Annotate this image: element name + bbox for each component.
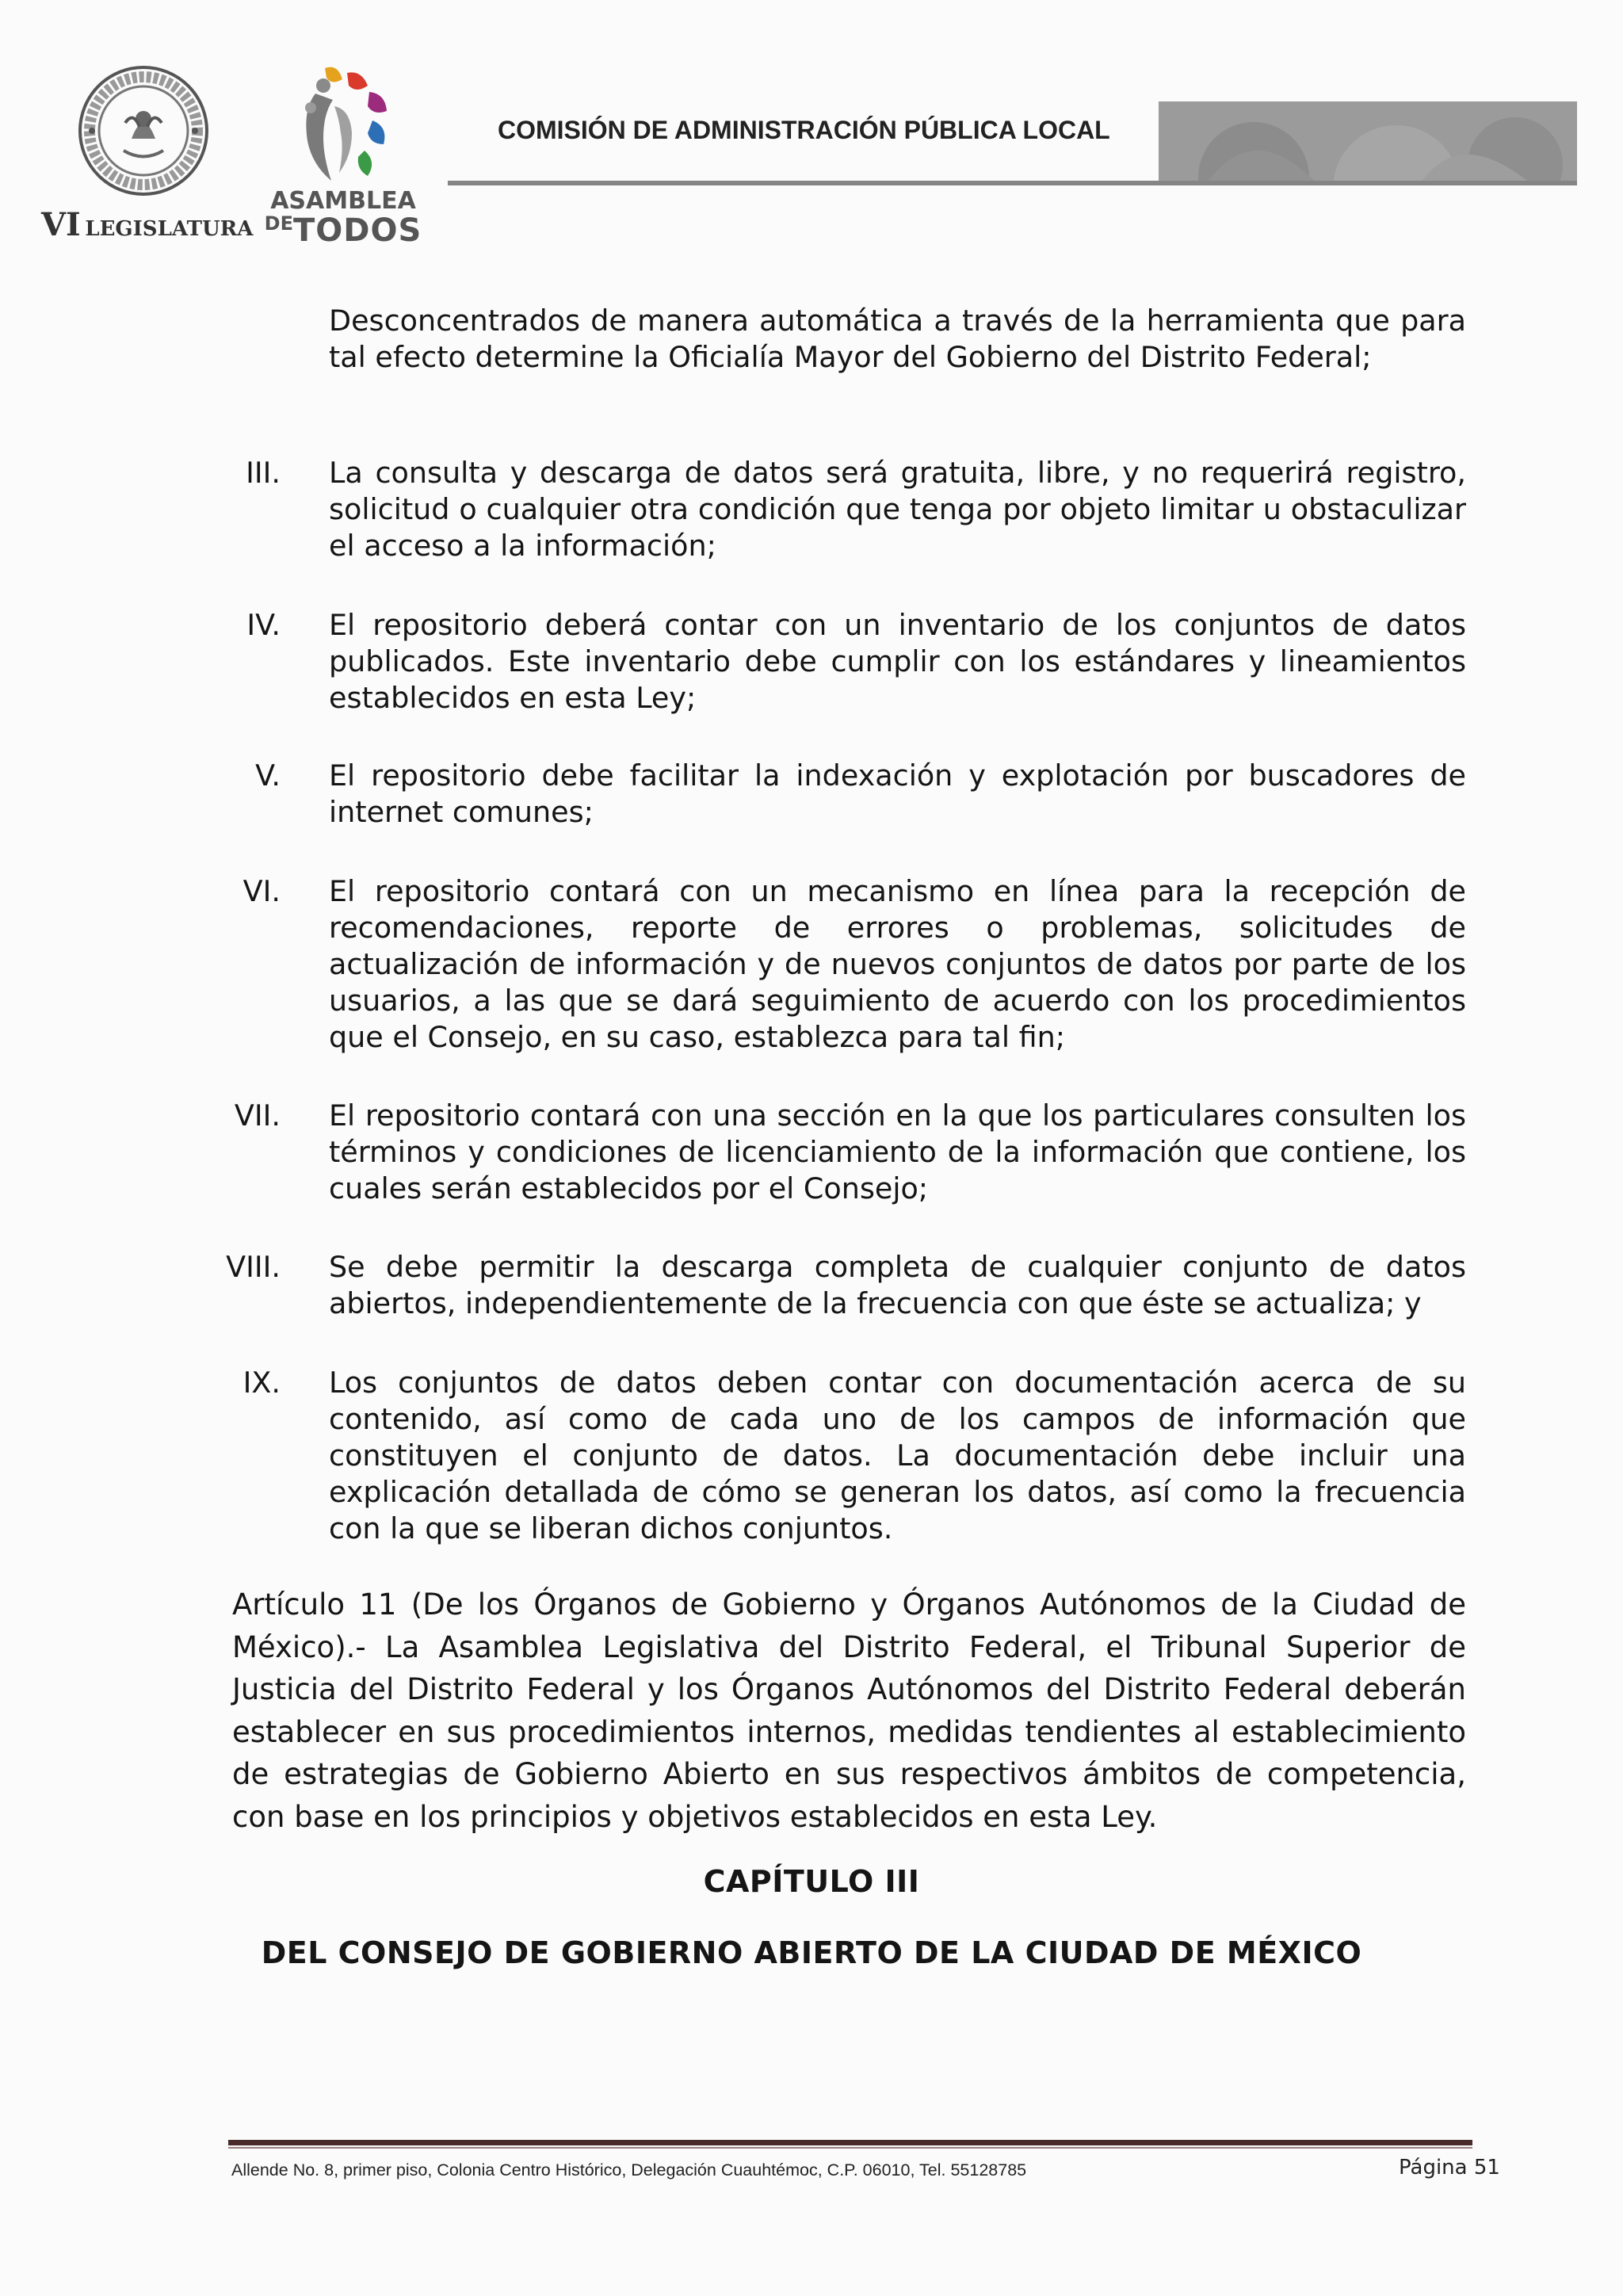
item-text: El repositorio contará con un mecanismo en línea para la recepción de recomendaciones, reporte de errores o problemas, solicitudes de actualización de información y de nuevos conjuntos de datos por parte de los usuarios, a las que se dará seguimiento de acuerdo con los procedimientos que el Consejo, en su caso, establezca para tal fin; <box>329 874 1466 1054</box>
item-text: Se debe permitir la descarga completa de cualquier conjunto de datos abiertos, independientemente de la frecuencia con que éste se actualiza; y <box>329 1250 1466 1320</box>
item-text: El repositorio deberá contar con un inventario de los conjuntos de datos publicados. Este inventario debe cumplir con los estándares y lineamientos establecidos en esta Ley; <box>329 608 1466 715</box>
item-text: El repositorio debe facilitar la indexación y explotación por buscadores de internet comunes; <box>329 758 1466 829</box>
assembly-seal-logo <box>41 63 254 243</box>
item-text: La consulta y descarga de datos será gratuita, libre, y no requerirá registro, solicitud o cualquier otra condición que tenga por objeto limitar u obstaculizar el acceso a la información; <box>329 456 1466 563</box>
header-rule <box>448 181 1577 185</box>
logo-line-asamblea: ASAMBLEA <box>270 187 416 215</box>
item-number: IX. <box>242 1366 281 1400</box>
footer-rule-thin <box>228 2147 1472 2149</box>
chapter-subtitle: DEL CONSEJO DE GOBIERNO ABIERTO DE LA CIUDAD DE MÉXICO <box>261 1935 1362 1970</box>
commission-title: COMISIÓN DE ADMINISTRACIÓN PÚBLICA LOCAL <box>498 116 1110 144</box>
colorful-figure-icon <box>292 62 395 189</box>
page-number: Página 51 <box>1399 2156 1500 2179</box>
item-number: IV. <box>246 608 281 642</box>
item-text: Desconcentrados de manera automática a través de la herramienta que para tal efecto determine la Oficialía Mayor del Gobierno del Distrito Federal; <box>329 304 1466 374</box>
item-number: V. <box>255 758 281 793</box>
article-11-paragraph: Artículo 11 (De los Órganos de Gobierno y Órganos Autónomos de la Ciudad de México).- La Asamblea Legislativa del Distrito Federal, el Tribunal Superior de Justicia del Distrito Federal y los Órganos Autónomos del Distrito Federal deberán establecer en sus procedimientos internos, medidas tendientes al establecimiento de estrategias de Gobierno Abierto en sus respectivos ámbitos de competencia, con base en los principios y objetivos establecidos en esta Ley. <box>232 1587 1466 1834</box>
legislature-word: LEGISLATURA <box>85 217 254 241</box>
footer-rule <box>228 2140 1472 2145</box>
item-number: VIII. <box>226 1250 281 1284</box>
logo-word-de: DE <box>264 212 293 235</box>
logo-line-de-todos <box>252 212 434 249</box>
footer-address: Allende No. 8, primer piso, Colonia Centro Histórico, Delegación Cuauhtémoc, C.P. 06010, Tel. 55128785 <box>231 2160 1027 2179</box>
eagle-seal-icon <box>76 63 211 198</box>
item-number: VII. <box>234 1098 281 1133</box>
item-text: Los conjuntos de datos deben contar con documentación acerca de su contenido, así como de cada uno de los campos de información que constituyen el conjunto de datos. La documentación debe incluir una explicación detallada de cómo se generan los datos, así como la frecuencia con la que se liberan dichos conjuntos. <box>329 1366 1466 1545</box>
item-number: VI. <box>242 874 281 908</box>
header-pattern-icon <box>1159 101 1577 184</box>
header-decorative-block <box>1159 101 1577 184</box>
legislature-label <box>41 206 254 243</box>
logo-word-todos: TODOS <box>293 212 422 249</box>
chapter-title: CAPÍTULO III <box>703 1864 920 1899</box>
item-number: III. <box>246 456 281 490</box>
legislature-number: VI <box>41 206 81 243</box>
item-text: El repositorio contará con una sección en la que los particulares consulten los términos y condiciones de licenciamiento de la información que contiene, los cuales serán establecidos por el Consejo; <box>329 1098 1466 1205</box>
asamblea-de-todos-logo <box>252 62 434 249</box>
